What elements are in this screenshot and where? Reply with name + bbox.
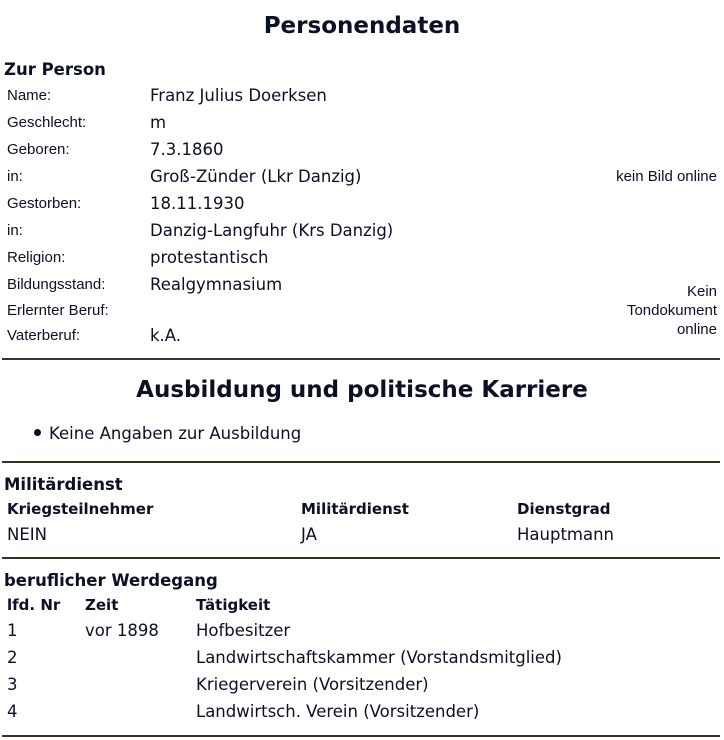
- page-title: Personendaten: [263, 13, 461, 39]
- value-militaerdienst: JA: [301, 525, 317, 544]
- value-geboren: 7.3.1860: [150, 140, 224, 159]
- label-bildungsstand: Bildungsstand:: [7, 276, 106, 293]
- value-sterbeort: Danzig-Langfuhr (Krs Danzig): [150, 221, 394, 240]
- label-geschlecht: Geschlecht:: [7, 114, 87, 131]
- col-header-taetigkeit: Tätigkeit: [196, 596, 271, 614]
- list-item-text: Keine Angaben zur Ausbildung: [49, 424, 302, 443]
- col-header-militaerdienst: Militärdienst: [301, 500, 409, 518]
- divider: [2, 358, 720, 360]
- value-religion: protestantisch: [150, 248, 269, 267]
- row-nr: 1: [7, 621, 18, 640]
- label-geburtsort: in:: [7, 168, 23, 185]
- bullet-icon: [34, 429, 41, 436]
- col-header-zeit: Zeit: [85, 596, 119, 614]
- label-gestorben: Gestorben:: [7, 195, 82, 212]
- divider: [2, 461, 720, 463]
- bild-status: kein Bild online: [616, 168, 717, 185]
- section-militaerdienst: Militärdienst: [4, 475, 123, 494]
- label-name: Name:: [7, 87, 52, 104]
- row-nr: 4: [7, 702, 18, 721]
- label-sterbeort: in:: [7, 222, 23, 239]
- value-vaterberuf: k.A.: [150, 326, 182, 345]
- divider: [2, 735, 720, 737]
- row-taetigkeit: Kriegerverein (Vorsitzender): [196, 675, 429, 694]
- ton-status: [627, 282, 717, 339]
- ton-status-line-2: Tondokument: [626, 302, 717, 319]
- col-header-lfd-nr: lfd. Nr: [7, 596, 61, 614]
- value-bildungsstand: Realgymnasium: [150, 275, 283, 294]
- section-werdegang: beruflicher Werdegang: [4, 571, 218, 590]
- col-header-dienstgrad: Dienstgrad: [517, 500, 611, 518]
- row-nr: 2: [7, 648, 18, 667]
- value-geburtsort: Groß-Zünder (Lkr Danzig): [150, 167, 362, 186]
- ton-status-line-1: Kein: [686, 283, 717, 300]
- row-taetigkeit: Landwirtsch. Verein (Vorsitzender): [196, 702, 480, 721]
- row-nr: 3: [7, 675, 18, 694]
- label-geboren: Geboren:: [7, 141, 70, 158]
- label-vaterberuf: Vaterberuf:: [7, 327, 81, 344]
- col-header-kriegsteilnehmer: Kriegsteilnehmer: [7, 500, 154, 518]
- value-gestorben: 18.11.1930: [150, 194, 245, 213]
- value-dienstgrad: Hauptmann: [517, 525, 615, 544]
- value-name: Franz Julius Doerksen: [150, 86, 327, 105]
- label-erlernter-beruf: Erlernter Beruf:: [7, 302, 109, 319]
- value-kriegsteilnehmer: NEIN: [7, 525, 47, 544]
- row-taetigkeit: Hofbesitzer: [196, 621, 291, 640]
- row-zeit: vor 1898: [85, 621, 159, 640]
- label-religion: Religion:: [7, 249, 66, 266]
- divider: [2, 557, 720, 559]
- list-item: [34, 424, 301, 443]
- row-taetigkeit: Landwirtschaftskammer (Vorstandsmitglied): [196, 648, 562, 667]
- section-zur-person: Zur Person: [4, 60, 106, 79]
- section-title-ausbildung: Ausbildung und politische Karriere: [136, 377, 588, 403]
- value-geschlecht: m: [150, 113, 167, 132]
- ton-status-line-3: online: [676, 321, 717, 338]
